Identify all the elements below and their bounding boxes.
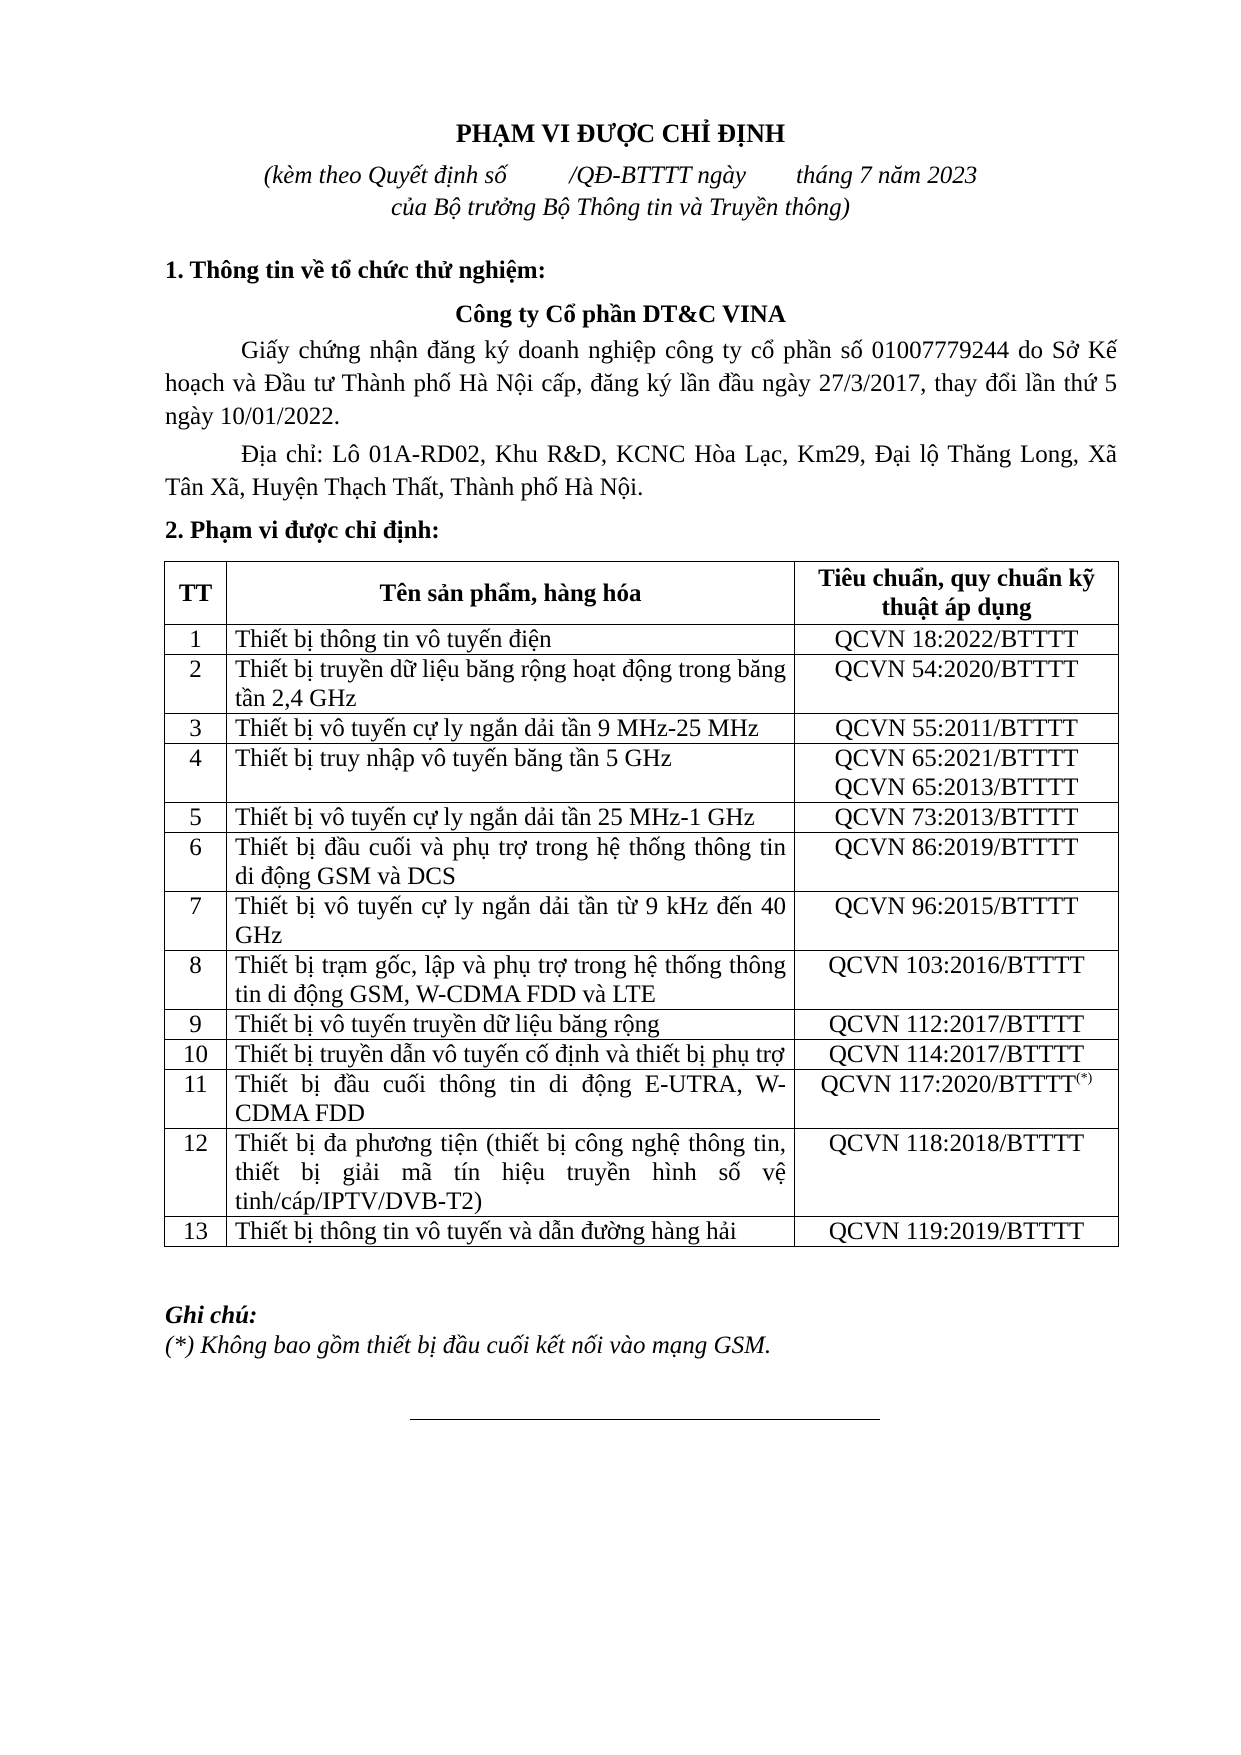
row-number: 4 [165, 744, 227, 803]
row-number: 2 [165, 655, 227, 714]
table-row [165, 1040, 1119, 1070]
standard-code: QCVN 96:2015/BTTTT [795, 892, 1119, 951]
table-row [165, 803, 1119, 833]
table-row [165, 951, 1119, 1010]
table-row [165, 892, 1119, 951]
row-number: 11 [165, 1070, 227, 1129]
standard-code: QCVN 86:2019/BTTTT [795, 833, 1119, 892]
address-paragraph: Địa chỉ: Lô 01A-RD02, Khu R&D, KCNC Hòa Lạc, Km29, Đại lộ Thăng Long, Xã Tân Xã, Huyện Thạch Thất, Thành phố Hà Nội. [165, 441, 1117, 501]
product-name: Thiết bị đầu cuối và phụ trợ trong hệ thống thông tin di động GSM và DCS [227, 833, 795, 892]
standard-code-secondary: QCVN 65:2013/BTTTT [834, 774, 1079, 801]
issuing-authority: của Bộ trưởng Bộ Thông tin và Truyền thông) [391, 194, 850, 221]
product-name: Thiết bị truyền dẫn vô tuyến cố định và thiết bị phụ trợ [227, 1040, 795, 1070]
scope-table [164, 561, 1119, 1247]
standard-code: QCVN 54:2020/BTTTT [795, 655, 1119, 714]
standard-code: QCVN 73:2013/BTTTT [795, 803, 1119, 833]
table-header-row [165, 562, 1119, 625]
row-number: 5 [165, 803, 227, 833]
closing-divider [410, 1419, 880, 1420]
product-name: Thiết bị vô tuyến truyền dữ liệu băng rộng [227, 1010, 795, 1040]
section-1-heading: 1. Thông tin về tổ chức thử nghiệm: [165, 257, 546, 284]
document-title: PHẠM VI ĐƯỢC CHỈ ĐỊNH [455, 119, 786, 148]
column-header-product: Tên sản phẩm, hàng hóa [227, 562, 795, 625]
table-row [165, 655, 1119, 714]
product-name: Thiết bị đa phương tiện (thiết bị công nghệ thông tin, thiết bị giải mã tín hiệu truyền hình số vệ tinh/cáp/IPTV/DVB-T2) [227, 1129, 795, 1217]
column-header-standard: Tiêu chuẩn, quy chuẩn kỹ thuật áp dụng [795, 562, 1119, 625]
table-row [165, 714, 1119, 744]
table-row [165, 1010, 1119, 1040]
standard-code: QCVN 119:2019/BTTTT [795, 1217, 1119, 1247]
standard-code: QCVN 65:2021/BTTTT [834, 745, 1079, 772]
product-name: Thiết bị trạm gốc, lập và phụ trợ trong hệ thống thông tin di động GSM, W-CDMA FDD và LTE [227, 951, 795, 1010]
standard-code: QCVN 55:2011/BTTTT [795, 714, 1119, 744]
row-number: 9 [165, 1010, 227, 1040]
row-number: 1 [165, 625, 227, 655]
decision-reference: (kèm theo Quyết định số /QĐ-BTTTT ngày tháng 7 năm 2023 [263, 162, 978, 189]
table-row [165, 744, 1119, 803]
standard-code: QCVN 114:2017/BTTTT [795, 1040, 1119, 1070]
table-row [165, 1129, 1119, 1217]
table-row [165, 833, 1119, 892]
note-text: (*) Không bao gồm thiết bị đầu cuối kết nối vào mạng GSM. [165, 1332, 772, 1359]
standard-code: QCVN 117:2020/BTTTT [820, 1071, 1076, 1098]
row-number: 12 [165, 1129, 227, 1217]
product-name: Thiết bị thông tin vô tuyến và dẫn đường hàng hải [227, 1217, 795, 1247]
company-name: Công ty Cổ phần DT&C VINA [455, 301, 786, 328]
standard-code: QCVN 103:2016/BTTTT [795, 951, 1119, 1010]
product-name: Thiết bị truyền dữ liệu băng rộng hoạt động trong băng tần 2,4 GHz [227, 655, 795, 714]
footnote-mark: (*) [1075, 1071, 1093, 1086]
product-name: Thiết bị vô tuyến cự ly ngắn dải tần từ 9 kHz đến 40 GHz [227, 892, 795, 951]
table-row [165, 1217, 1119, 1247]
table-row [165, 625, 1119, 655]
note-label: Ghi chú: [165, 1302, 258, 1329]
standard-code-group [795, 1070, 1119, 1129]
table-row [165, 1070, 1119, 1129]
product-name: Thiết bị vô tuyến cự ly ngắn dải tần 9 MHz-25 MHz [227, 714, 795, 744]
product-name: Thiết bị thông tin vô tuyến điện [227, 625, 795, 655]
product-name: Thiết bị truy nhập vô tuyến băng tần 5 GHz [227, 744, 795, 803]
row-number: 10 [165, 1040, 227, 1070]
row-number: 3 [165, 714, 227, 744]
standard-code: QCVN 112:2017/BTTTT [795, 1010, 1119, 1040]
row-number: 7 [165, 892, 227, 951]
standard-code-group [795, 744, 1119, 803]
standard-code: QCVN 18:2022/BTTTT [795, 625, 1119, 655]
row-number: 6 [165, 833, 227, 892]
product-name: Thiết bị vô tuyến cự ly ngắn dải tần 25 MHz-1 GHz [227, 803, 795, 833]
row-number: 13 [165, 1217, 227, 1247]
row-number: 8 [165, 951, 227, 1010]
product-name: Thiết bị đầu cuối thông tin di động E-UTRA, W-CDMA FDD [227, 1070, 795, 1129]
registration-paragraph: Giấy chứng nhận đăng ký doanh nghiệp công ty cổ phần số 01007779244 do Sở Kế hoạch và Đầu tư Thành phố Hà Nội cấp, đăng ký lần đầu ngày 27/3/2017, thay đổi lần thứ 5 ngày 10/01/2022. [165, 337, 1117, 430]
section-2-heading: 2. Phạm vi được chỉ định: [165, 517, 440, 544]
column-header-tt: TT [165, 562, 227, 625]
standard-code: QCVN 118:2018/BTTTT [795, 1129, 1119, 1217]
